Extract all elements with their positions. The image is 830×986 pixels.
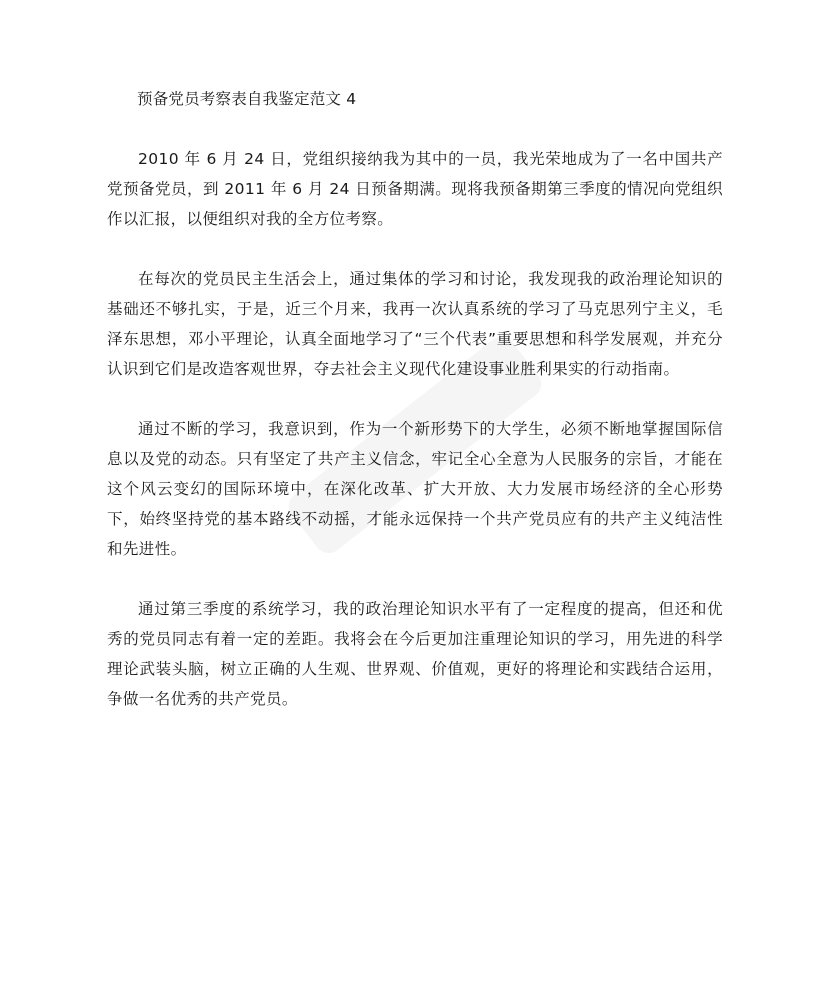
document-title: 预备党员考察表自我鉴定范文 4 [137, 90, 357, 108]
document-body [107, 84, 723, 714]
paragraph-3: 通过不断的学习，我意识到，作为一个新形势下的大学生，必须不断地掌握国际信息以及党的动态。只有坚定了共产主义信念，牢记全心全意为人民服务的宗旨，才能在这个风云变幻的国际环境中，在深化改革、扩大开放、大力发展市场经济的全心形势下，始终坚持党的基本路线不动摇，才能永远保持一个共产党员应有的共产主义纯洁性和先进性。 [107, 420, 723, 558]
paragraph-2: 在每次的党员民主生活会上，通过集体的学习和讨论，我发现我的政治理论知识的基础还不够扎实，于是，近三个月来，我再一次认真系统的学习了马克思列宁主义，毛泽东思想，邓小平理论，认真全面地学习了“三个代表”重要思想和科学发展观，并充分认识到它们是改造客观世界，夺去社会主义现代化建设事业胜利果实的行动指南。 [107, 270, 723, 378]
paragraph-1: 2010 年 6 月 24 日，党组织接纳我为其中的一员，我光荣地成为了一名中国共产党预备党员，到 2011 年 6 月 24 日预备期满。现将我预备期第三季度的情况向党组织作以汇报，以便组织对我的全方位考察。 [107, 150, 723, 228]
paragraph-4: 通过第三季度的系统学习，我的政治理论知识水平有了一定程度的提高，但还和优秀的党员同志有着一定的差距。我将会在今后更加注重理论知识的学习，用先进的科学理论武装头脑，树立正确的人生观、世界观、价值观，更好的将理论和实践结合运用，争做一名优秀的共产党员。 [107, 600, 723, 708]
